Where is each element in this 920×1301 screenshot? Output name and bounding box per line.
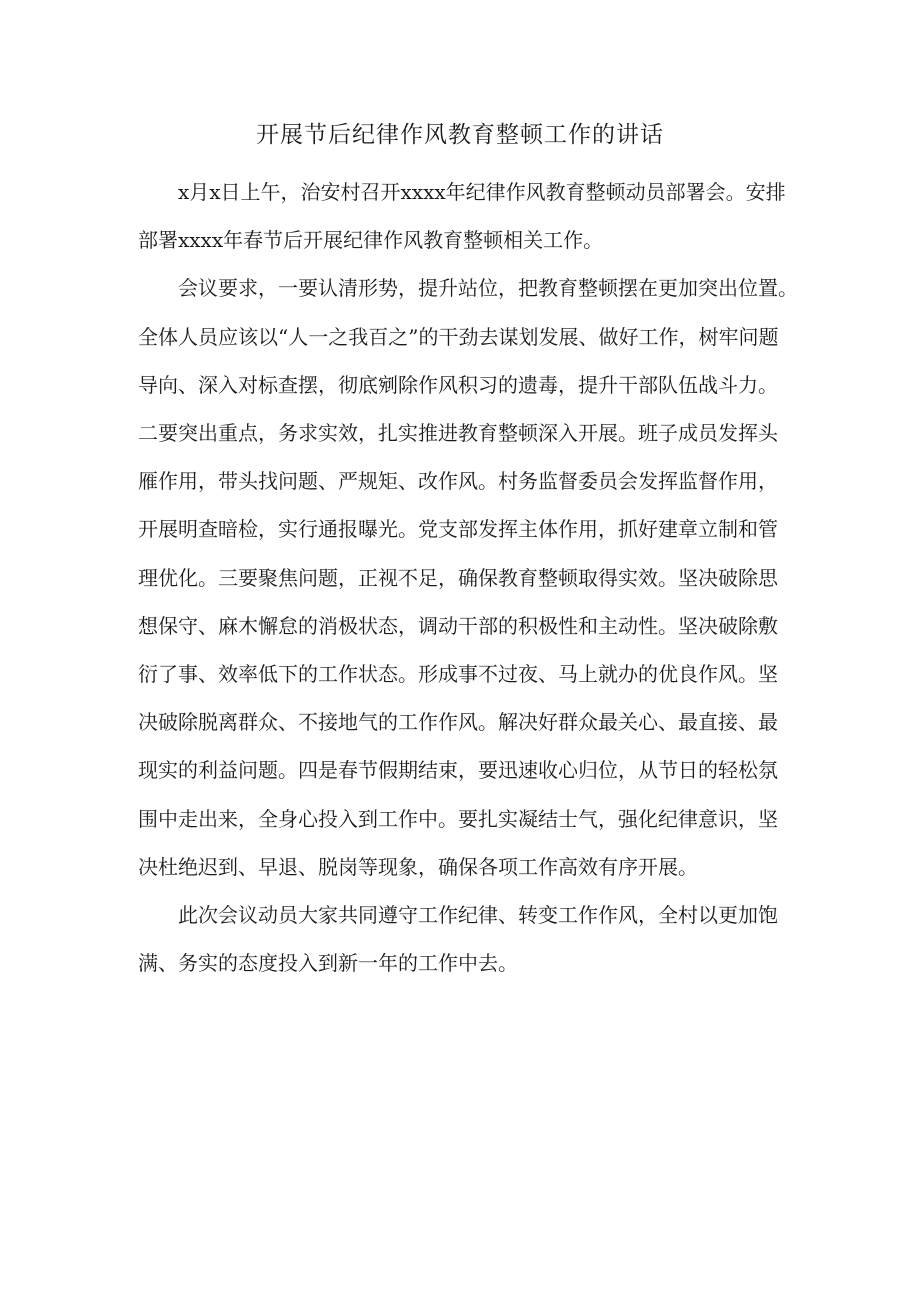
paragraph-line: 部署xxxx年春节后开展纪律作风教育整顿相关工作。 [138,228,604,253]
paragraph-line: 满、务实的态度投入到新一年的工作中去。 [138,951,518,976]
paragraph-line: x月x日上午，治安村召开xxxx年纪律作风教育整顿动员部署会。安排 [178,180,786,204]
document-body [138,168,798,987]
paragraph-line: 开展明查暗检，实行通报曝光。党支部发挥主体作用，抓好建章立制和管 [138,517,778,542]
document-title: 开展节后纪律作风教育整顿工作的讲话 [256,122,664,148]
paragraph-1 [138,168,798,264]
paragraph-2 [138,264,798,891]
paragraph-line: 雁作用，带头找问题、严规矩、改作风。村务监督委员会发挥监督作用， [138,469,778,494]
paragraph-3 [138,891,798,987]
paragraph-line: 决破除脱离群众、不接地气的工作作风。解决好群众最关心、最直接、最 [138,710,778,735]
paragraph-line: 围中走出来，全身心投入到工作中。要扎实凝结士气，强化纪律意识，坚 [138,806,778,831]
paragraph-line: 会议要求，一要认清形势，提升站位，把教育整顿摆在更加突出位置。 [178,276,798,301]
paragraph-line: 理优化。三要聚焦问题，正视不足，确保教育整顿取得实效。坚决破除思 [138,565,778,590]
paragraph-line: 此次会议动员大家共同遵守工作纪律、转变工作作风，全村以更加饱 [178,903,778,928]
paragraph-line: 衍了事、效率低下的工作状态。形成事不过夜、马上就办的优良作风。坚 [138,662,778,687]
paragraph-line: 现实的利益问题。四是春节假期结束，要迅速收心归位，从节日的轻松氛 [138,758,778,783]
paragraph-line: 二要突出重点，务求实效，扎实推进教育整顿深入开展。班子成员发挥头 [138,421,778,446]
paragraph-line: 想保守、麻木懈怠的消极状态，调动干部的积极性和主动性。坚决破除敷 [138,613,778,638]
paragraph-line: 全体人员应该以“人一之我百之”的干劲去谋划发展、做好工作，树牢问题 [138,324,779,349]
paragraph-line: 导向、深入对标查摆，彻底剜除作风积习的遗毒，提升干部队伍战斗力。 [138,372,778,397]
paragraph-line: 决杜绝迟到、早退、脱岗等现象，确保各项工作高效有序开展。 [138,854,698,879]
